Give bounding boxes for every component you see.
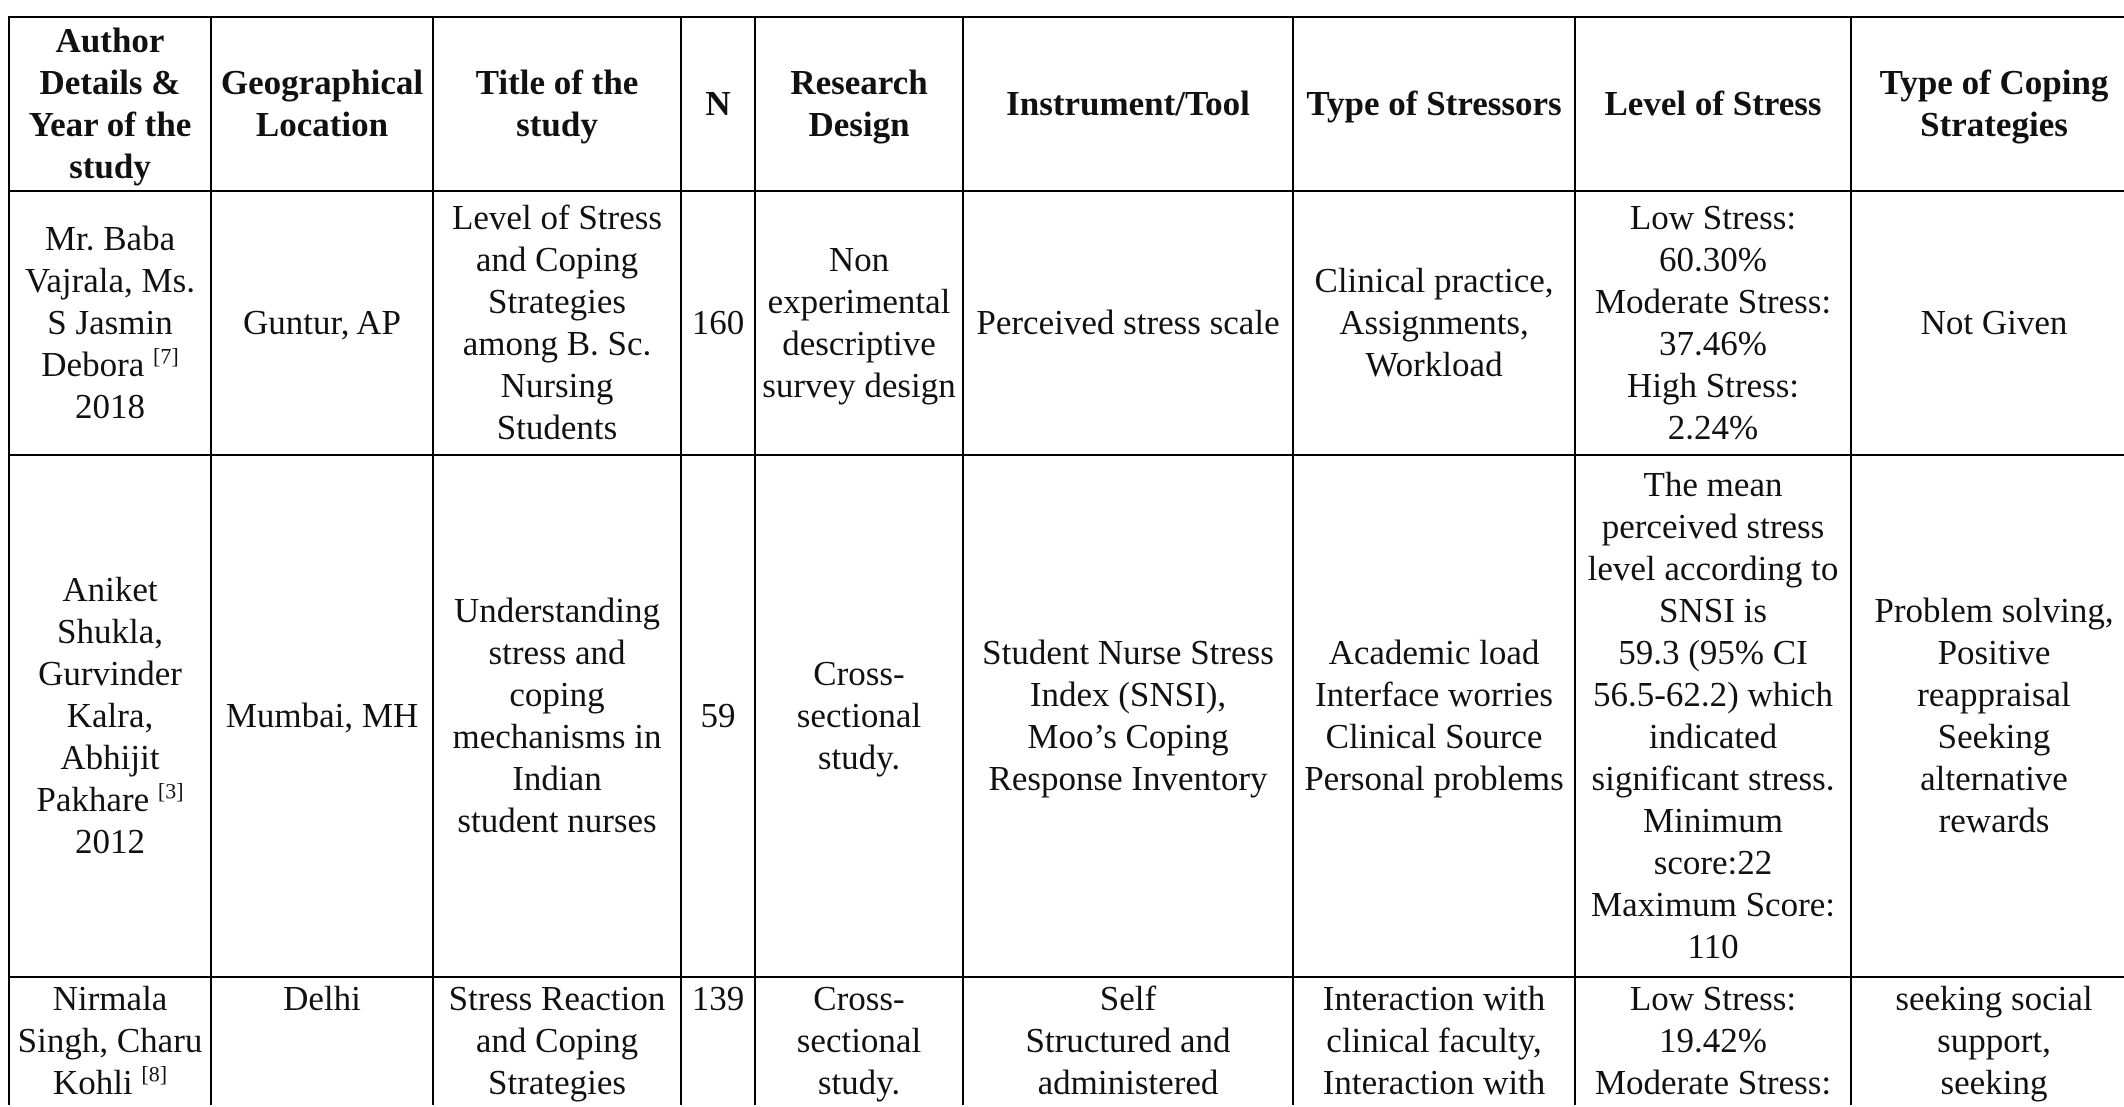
cell-stress-level: The mean perceived stress level according to SNSI is 59.3 (95% CI 56.5-62.2) which indicated significant stress. Minimum score:22 Maximum Score: 110 — [1575, 455, 1851, 977]
cell-coping: Problem solving, Positive reappraisal Seeking alternative rewards — [1851, 455, 2124, 977]
author-names: Nirmala Singh, Charu Kohli — [17, 979, 203, 1102]
literature-review-table — [8, 16, 2124, 1105]
cell-location: Delhi — [211, 977, 433, 1105]
cell-n: 139 — [681, 977, 755, 1105]
cell-stress-level: Low Stress: 60.30% Moderate Stress: 37.46% High Stress: 2.24% — [1575, 191, 1851, 455]
author-names: Mr. Baba Vajrala, Ms. S Jasmin Debora — [24, 219, 196, 384]
header-location: Geographical Location — [211, 17, 433, 191]
header-n: N — [681, 17, 755, 191]
cell-author — [9, 191, 211, 455]
cell-stress-level: Low Stress: 19.42% Moderate Stress: — [1575, 977, 1851, 1105]
header-stressors: Type of Stressors — [1293, 17, 1575, 191]
author-year: 2012 — [75, 822, 145, 861]
cell-stressors: Academic load Interface worries Clinical Source Personal problems — [1293, 455, 1575, 977]
author-names: Aniket Shukla, Gurvinder Kalra, Abhijit Pakhare — [36, 570, 182, 819]
cell-stressors: Clinical practice, Assignments, Workload — [1293, 191, 1575, 455]
cell-author — [9, 977, 211, 1105]
header-title: Title of the study — [433, 17, 681, 191]
cell-author — [9, 455, 211, 977]
cell-tool: Self Structured and administered — [963, 977, 1293, 1105]
table-row — [9, 977, 2124, 1105]
cell-location: Mumbai, MH — [211, 455, 433, 977]
header-stress-level: Level of Stress — [1575, 17, 1851, 191]
cell-title: Level of Stress and Coping Strategies among B. Sc. Nursing Students — [433, 191, 681, 455]
cell-coping: Not Given — [1851, 191, 2124, 455]
cell-location: Guntur, AP — [211, 191, 433, 455]
cell-coping: seeking social support, seeking — [1851, 977, 2124, 1105]
cell-title: Understanding stress and coping mechanisms in Indian student nurses — [433, 455, 681, 977]
citation-ref: [7] — [153, 343, 179, 369]
header-author: Author Details & Year of the study — [9, 17, 211, 191]
cell-design: Non experimental descriptive survey design — [755, 191, 963, 455]
table-container — [8, 16, 2124, 1105]
citation-ref: [3] — [157, 778, 184, 804]
header-design: Research Design — [755, 17, 963, 191]
cell-title: Stress Reaction and Coping Strategies — [433, 977, 681, 1105]
table-row — [9, 455, 2124, 977]
header-tool: Instrument/Tool — [963, 17, 1293, 191]
cell-tool: Perceived stress scale — [963, 191, 1293, 455]
header-coping: Type of Coping Strategies — [1851, 17, 2124, 191]
cell-n: 59 — [681, 455, 755, 977]
author-year: 2018 — [75, 387, 145, 426]
cell-design: Cross- sectional study. — [755, 977, 963, 1105]
cell-n: 160 — [681, 191, 755, 455]
cell-stressors: Interaction with clinical faculty, Interaction with — [1293, 977, 1575, 1105]
citation-ref: [8] — [141, 1061, 168, 1087]
cell-tool: Student Nurse Stress Index (SNSI), Moo’s Coping Response Inventory — [963, 455, 1293, 977]
header-row — [9, 17, 2124, 191]
table-row — [9, 191, 2124, 455]
cell-design: Cross- sectional study. — [755, 455, 963, 977]
